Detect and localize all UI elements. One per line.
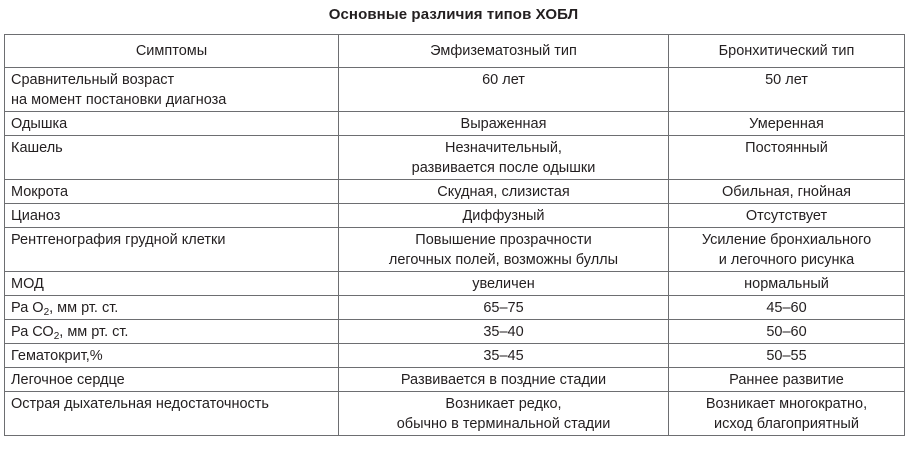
- table-row: [5, 344, 905, 368]
- emphysema-cell: [339, 344, 669, 368]
- bronchitis-cell-line: Раннее развитие: [729, 372, 844, 388]
- symptom-cell: [5, 204, 339, 228]
- header-row: [5, 35, 905, 68]
- emphysema-cell: [339, 112, 669, 136]
- header-bronchitis: Бронхитический тип: [669, 35, 905, 68]
- bronchitis-cell-line: исход благоприятный: [714, 416, 859, 432]
- symptom-cell-line: на момент постановки диагноза: [11, 92, 227, 108]
- bronchitis-cell: [669, 228, 905, 272]
- bronchitis-cell: [669, 112, 905, 136]
- bronchitis-cell: [669, 272, 905, 296]
- symptom-cell-line: Сравнительный возраст: [11, 72, 175, 88]
- bronchitis-cell-line: Усиление бронхиального: [701, 232, 872, 248]
- symptom-cell: [5, 296, 339, 320]
- symptom-cell: [5, 68, 339, 112]
- table-row: [5, 136, 905, 180]
- header-emphysema: Эмфизематозный тип: [339, 35, 669, 68]
- symptom-cell-line: Кашель: [11, 140, 63, 156]
- symptom-cell: [5, 228, 339, 272]
- symptom-cell: [5, 112, 339, 136]
- emphysema-cell: [339, 272, 669, 296]
- emphysema-cell-line: 35–45: [483, 348, 524, 364]
- emphysema-cell: [339, 136, 669, 180]
- emphysema-cell-line: развивается после одышки: [411, 160, 596, 176]
- symptom-cell: [5, 272, 339, 296]
- table-row: [5, 112, 905, 136]
- emphysema-cell-line: 35–40: [483, 324, 524, 340]
- symptom-cell: [5, 392, 339, 436]
- table-title: Основные различия типов ХОБЛ: [328, 6, 579, 23]
- emphysema-cell-line: Скудная, слизистая: [437, 184, 570, 200]
- symptom-cell-line: Мокрота: [11, 184, 69, 200]
- bronchitis-cell: [669, 68, 905, 112]
- symptom-cell: [5, 368, 339, 392]
- bronchitis-cell-line: нормальный: [744, 276, 829, 292]
- bronchitis-cell: [669, 392, 905, 436]
- emphysema-cell-line: легочных полей, возможны буллы: [388, 252, 619, 268]
- emphysema-cell: [339, 392, 669, 436]
- table-row: [5, 368, 905, 392]
- emphysema-cell: [339, 228, 669, 272]
- bronchitis-cell-line: Отсутствует: [745, 208, 828, 224]
- symptom-cell-line: Одышка: [11, 116, 68, 132]
- symptom-cell-line: Легочное сердце: [11, 372, 125, 388]
- emphysema-cell: [339, 180, 669, 204]
- bronchitis-cell: [669, 320, 905, 344]
- bronchitis-cell: [669, 344, 905, 368]
- emphysema-cell: [339, 368, 669, 392]
- bronchitis-cell-line: Возникает многократно,: [705, 396, 868, 412]
- bronchitis-cell: [669, 296, 905, 320]
- emphysema-cell-line: Развивается в поздние стадии: [400, 372, 607, 388]
- emphysema-cell-line: Диффузный: [462, 208, 545, 224]
- copd-comparison-table: [4, 34, 905, 436]
- bronchitis-cell-line: 50–55: [766, 348, 807, 364]
- table-row: [5, 392, 905, 436]
- emphysema-cell: [339, 320, 669, 344]
- emphysema-cell-line: Повышение прозрачности: [415, 232, 592, 248]
- bronchitis-cell-line: 50 лет: [765, 72, 808, 88]
- table-row: [5, 204, 905, 228]
- symptom-cell-line: Ра $СО_2$, мм рт. ст.: [11, 324, 129, 342]
- symptom-cell: [5, 344, 339, 368]
- symptom-cell: [5, 320, 339, 344]
- emphysema-cell-line: 60 лет: [482, 72, 525, 88]
- emphysema-cell: [339, 204, 669, 228]
- bronchitis-cell: [669, 180, 905, 204]
- symptom-cell: [5, 180, 339, 204]
- bronchitis-cell-line: и легочного рисунка: [718, 252, 855, 268]
- emphysema-cell-line: обычно в терминальной стадии: [396, 416, 611, 432]
- bronchitis-cell: [669, 136, 905, 180]
- bronchitis-cell-line: Умеренная: [749, 116, 824, 132]
- symptom-cell-line: Рентгенография грудной клетки: [11, 232, 226, 248]
- emphysema-cell-line: Выраженная: [460, 116, 547, 132]
- header-symptoms: Симптомы: [5, 35, 339, 68]
- bronchitis-cell-line: Обильная, гнойная: [721, 184, 852, 200]
- table-row: [5, 228, 905, 272]
- bronchitis-cell-line: Постоянный: [745, 140, 828, 156]
- bronchitis-cell: [669, 368, 905, 392]
- emphysema-cell-line: Незначительный,: [445, 140, 562, 156]
- symptom-cell-line: Ра $О_2$, мм рт. ст.: [11, 300, 119, 318]
- table-row: [5, 180, 905, 204]
- symptom-cell-line: Гематокрит,%: [11, 348, 103, 364]
- bronchitis-cell-line: 50–60: [766, 324, 807, 340]
- table-row: [5, 320, 905, 344]
- emphysema-cell-line: 65–75: [483, 300, 524, 316]
- symptom-cell: [5, 136, 339, 180]
- symptom-cell-line: МОД: [11, 276, 44, 292]
- emphysema-cell: [339, 296, 669, 320]
- symptom-cell-line: Цианоз: [11, 208, 61, 224]
- symptom-cell-line: Острая дыхательная недостаточность: [11, 396, 269, 412]
- table-row: [5, 272, 905, 296]
- emphysema-cell-line: увеличен: [472, 276, 535, 292]
- table-row: [5, 296, 905, 320]
- table-row: [5, 68, 905, 112]
- bronchitis-cell-line: 45–60: [766, 300, 807, 316]
- emphysema-cell: [339, 68, 669, 112]
- emphysema-cell-line: Возникает редко,: [445, 396, 562, 412]
- bronchitis-cell: [669, 204, 905, 228]
